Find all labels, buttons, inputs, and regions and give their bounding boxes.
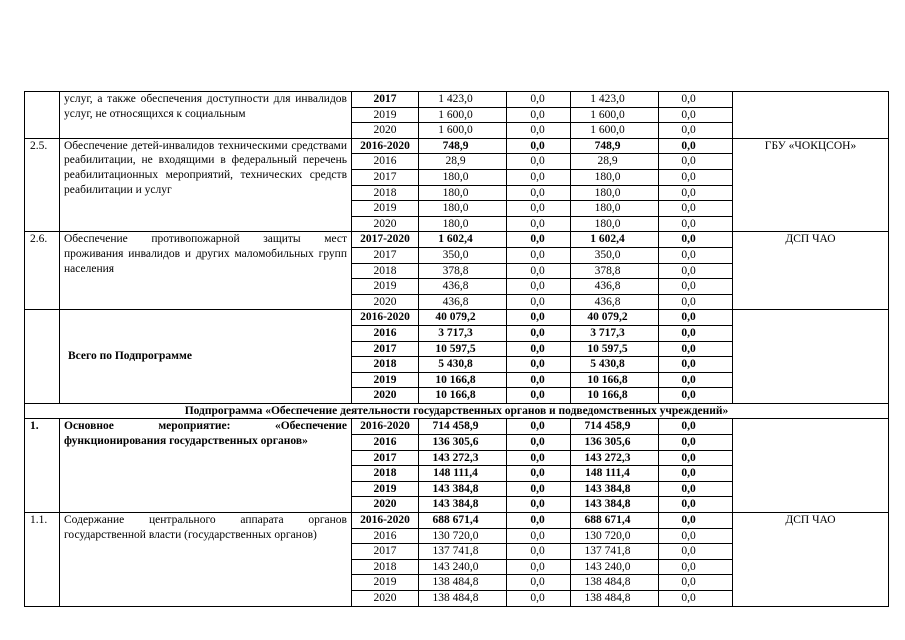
total-value: 28,9 xyxy=(419,154,506,170)
oth-value: 0,0 xyxy=(659,482,732,498)
total-value: 137 741,8 xyxy=(419,544,506,560)
year-value: 2017 xyxy=(352,92,418,108)
oth-value: 0,0 xyxy=(659,279,732,295)
total-value: 436,8 xyxy=(419,279,506,295)
subprogram-title: Подпрограмма «Обеспечение деятельности государственных органов и подведомственных учреждений» xyxy=(25,403,889,419)
fed-value: 0,0 xyxy=(507,186,570,202)
oth-value: 0,0 xyxy=(681,295,696,308)
oth-value: 0,0 xyxy=(659,575,732,591)
total-value: 10 166,8 xyxy=(419,373,506,389)
year-value: 2020 xyxy=(373,295,397,308)
fed-value: 0,0 xyxy=(507,342,570,358)
row-number: 2.6. xyxy=(25,232,60,310)
reg-value: 714 458,9 xyxy=(571,419,658,435)
oth-value: 0,0 xyxy=(659,560,732,576)
fed-cell xyxy=(507,232,571,310)
oth-value: 0,0 xyxy=(659,232,732,248)
year-value: 2016-2020 xyxy=(352,310,418,326)
total-cell xyxy=(419,310,507,404)
year-value: 2020 xyxy=(373,389,397,402)
row-description: Основное мероприятие: «Обеспечение функционирования государственных органов» xyxy=(60,419,352,513)
year-value: 2016-2020 xyxy=(352,513,418,529)
fed-value: 0,0 xyxy=(507,201,570,217)
row-number xyxy=(25,310,60,404)
fed-value: 0,0 xyxy=(507,373,570,389)
year-value: 2017 xyxy=(352,342,418,358)
total-value: 1 602,4 xyxy=(419,232,506,248)
total-value: 136 305,6 xyxy=(419,435,506,451)
oth-value: 0,0 xyxy=(659,139,732,155)
reg-value: 748,9 xyxy=(571,139,658,155)
fed-value: 0,0 xyxy=(507,451,570,467)
total-cell xyxy=(419,232,507,310)
reg-value: 10 166,8 xyxy=(571,373,658,389)
oth-value: 0,0 xyxy=(681,217,696,230)
reg-value: 138 484,8 xyxy=(584,592,631,604)
fed-value: 0,0 xyxy=(530,124,545,137)
year-value: 2020 xyxy=(373,498,397,511)
total-value: 10 597,5 xyxy=(419,342,506,358)
reg-value: 143 384,8 xyxy=(571,482,658,498)
responsible-executor: ДСП ЧАО xyxy=(733,232,889,310)
fed-value: 0,0 xyxy=(530,389,545,402)
total-cell xyxy=(419,419,507,513)
fed-value: 0,0 xyxy=(507,435,570,451)
total-value: 180,0 xyxy=(419,201,506,217)
oth-value: 0,0 xyxy=(659,419,732,435)
responsible-executor xyxy=(733,310,889,404)
responsible-executor: ГБУ «ЧОКЦСОН» xyxy=(733,138,889,232)
year-value: 2019 xyxy=(352,108,418,124)
oth-value: 0,0 xyxy=(659,201,732,217)
reg-value: 1 600,0 xyxy=(571,108,658,124)
oth-value: 0,0 xyxy=(659,264,732,280)
fed-value: 0,0 xyxy=(507,419,570,435)
table-row xyxy=(25,92,889,139)
reg-value: 5 430,8 xyxy=(571,357,658,373)
oth-value: 0,0 xyxy=(659,154,732,170)
reg-value: 143 384,8 xyxy=(584,498,631,511)
oth-value: 0,0 xyxy=(681,389,696,402)
total-value: 748,9 xyxy=(419,139,506,155)
year-value: 2016 xyxy=(352,154,418,170)
table-row xyxy=(25,138,889,232)
row-description: услуг, а также обеспечения доступности для инвалидов услуг, не относящихся к социальным xyxy=(60,92,352,139)
oth-value: 0,0 xyxy=(659,451,732,467)
oth-value: 0,0 xyxy=(659,544,732,560)
reg-cell xyxy=(571,232,659,310)
reg-value: 378,8 xyxy=(571,264,658,280)
oth-value: 0,0 xyxy=(659,435,732,451)
year-value: 2017-2020 xyxy=(352,232,418,248)
oth-value: 0,0 xyxy=(659,170,732,186)
reg-value: 1 602,4 xyxy=(571,232,658,248)
reg-value: 28,9 xyxy=(571,154,658,170)
oth-cell xyxy=(659,310,733,404)
row-description: Всего по Подпрограмме xyxy=(60,310,352,404)
responsible-executor xyxy=(733,419,889,513)
oth-value: 0,0 xyxy=(659,92,732,108)
fed-cell xyxy=(507,92,571,139)
row-description: Обеспечение детей-инвалидов техническими средствами реабилитации, не входящими в федеральный перечень реабилитационных мероприятий, технических средств реабилитации и услуг xyxy=(60,138,352,232)
fed-value: 0,0 xyxy=(507,279,570,295)
total-value: 143 240,0 xyxy=(419,560,506,576)
year-value: 2018 xyxy=(352,264,418,280)
total-value: 350,0 xyxy=(419,248,506,264)
year-value: 2017 xyxy=(352,170,418,186)
total-cell xyxy=(419,513,507,607)
years-cell xyxy=(352,419,419,513)
reg-value: 1 423,0 xyxy=(571,92,658,108)
oth-value: 0,0 xyxy=(681,592,696,604)
total-value: 10 166,8 xyxy=(435,389,476,402)
reg-value: 143 240,0 xyxy=(571,560,658,576)
years-cell xyxy=(352,310,419,404)
reg-value: 3 717,3 xyxy=(571,326,658,342)
fed-value: 0,0 xyxy=(507,248,570,264)
reg-value: 136 305,6 xyxy=(571,435,658,451)
fed-value: 0,0 xyxy=(530,217,545,230)
oth-value: 0,0 xyxy=(659,513,732,529)
program-funding-table xyxy=(24,91,889,607)
row-number: 2.5. xyxy=(25,138,60,232)
table-row xyxy=(25,310,889,404)
reg-value: 10 166,8 xyxy=(587,389,628,402)
fed-cell xyxy=(507,419,571,513)
reg-value: 148 111,4 xyxy=(571,466,658,482)
subprogram-header-row xyxy=(25,403,889,419)
year-value: 2016 xyxy=(352,529,418,545)
years-cell xyxy=(352,92,419,139)
oth-value: 0,0 xyxy=(659,248,732,264)
fed-value: 0,0 xyxy=(530,592,545,604)
oth-value: 0,0 xyxy=(659,310,732,326)
fed-value: 0,0 xyxy=(507,575,570,591)
reg-cell xyxy=(571,138,659,232)
fed-value: 0,0 xyxy=(507,92,570,108)
oth-value: 0,0 xyxy=(659,342,732,358)
year-value: 2019 xyxy=(352,373,418,389)
responsible-executor xyxy=(733,92,889,139)
fed-value: 0,0 xyxy=(530,498,545,511)
year-value: 2019 xyxy=(352,575,418,591)
reg-value: 137 741,8 xyxy=(571,544,658,560)
total-value: 3 717,3 xyxy=(419,326,506,342)
year-value: 2019 xyxy=(352,201,418,217)
years-cell xyxy=(352,232,419,310)
reg-value: 180,0 xyxy=(594,217,621,230)
row-description: Обеспечение противопожарной защиты мест проживания инвалидов и других маломобильных групп населения xyxy=(60,232,352,310)
fed-value: 0,0 xyxy=(507,154,570,170)
year-value: 2017 xyxy=(352,248,418,264)
fed-value: 0,0 xyxy=(507,482,570,498)
year-value: 2016 xyxy=(352,326,418,342)
total-value: 5 430,8 xyxy=(419,357,506,373)
fed-cell xyxy=(507,513,571,607)
year-value: 2018 xyxy=(352,357,418,373)
table-row xyxy=(25,232,889,310)
oth-cell xyxy=(659,419,733,513)
years-cell xyxy=(352,513,419,607)
oth-value: 0,0 xyxy=(659,529,732,545)
fed-value: 0,0 xyxy=(507,310,570,326)
reg-value: 436,8 xyxy=(571,279,658,295)
fed-value: 0,0 xyxy=(507,466,570,482)
total-value: 378,8 xyxy=(419,264,506,280)
year-value: 2019 xyxy=(352,279,418,295)
total-value: 1 600,0 xyxy=(419,108,506,124)
oth-value: 0,0 xyxy=(681,498,696,511)
year-value: 2020 xyxy=(373,124,397,137)
row-description: Содержание центрального аппарата органов государственной власти (государственных органов) xyxy=(60,513,352,607)
reg-value: 180,0 xyxy=(571,186,658,202)
reg-value: 436,8 xyxy=(594,295,621,308)
total-value: 148 111,4 xyxy=(419,466,506,482)
total-cell xyxy=(419,92,507,139)
oth-value: 0,0 xyxy=(659,357,732,373)
total-value: 138 484,8 xyxy=(432,592,479,604)
fed-value: 0,0 xyxy=(507,326,570,342)
oth-value: 0,0 xyxy=(659,186,732,202)
reg-cell xyxy=(571,92,659,139)
fed-value: 0,0 xyxy=(507,529,570,545)
year-value: 2020 xyxy=(373,592,397,604)
reg-cell xyxy=(571,513,659,607)
oth-cell xyxy=(659,513,733,607)
fed-value: 0,0 xyxy=(507,544,570,560)
fed-value: 0,0 xyxy=(507,232,570,248)
years-cell xyxy=(352,138,419,232)
oth-value: 0,0 xyxy=(659,466,732,482)
total-value: 180,0 xyxy=(419,170,506,186)
year-value: 2019 xyxy=(352,482,418,498)
fed-value: 0,0 xyxy=(507,139,570,155)
fed-cell xyxy=(507,138,571,232)
year-value: 2018 xyxy=(352,466,418,482)
oth-value: 0,0 xyxy=(659,373,732,389)
total-value: 143 384,8 xyxy=(432,498,479,511)
reg-cell xyxy=(571,310,659,404)
oth-value: 0,0 xyxy=(659,108,732,124)
row-number xyxy=(25,92,60,139)
total-value: 143 272,3 xyxy=(419,451,506,467)
table-row xyxy=(25,513,889,607)
fed-value: 0,0 xyxy=(507,170,570,186)
reg-value: 40 079,2 xyxy=(571,310,658,326)
fed-value: 0,0 xyxy=(507,357,570,373)
total-value: 714 458,9 xyxy=(419,419,506,435)
year-value: 2016 xyxy=(352,435,418,451)
total-cell xyxy=(419,138,507,232)
total-value: 40 079,2 xyxy=(419,310,506,326)
fed-value: 0,0 xyxy=(507,108,570,124)
total-value: 688 671,4 xyxy=(419,513,506,529)
reg-value: 10 597,5 xyxy=(571,342,658,358)
year-value: 2017 xyxy=(352,544,418,560)
reg-value: 1 600,0 xyxy=(590,124,625,137)
total-value: 138 484,8 xyxy=(419,575,506,591)
oth-value: 0,0 xyxy=(681,124,696,137)
year-value: 2020 xyxy=(373,217,397,230)
reg-value: 138 484,8 xyxy=(571,575,658,591)
reg-value: 350,0 xyxy=(571,248,658,264)
row-number: 1. xyxy=(25,419,60,513)
total-value: 180,0 xyxy=(442,217,469,230)
oth-cell xyxy=(659,138,733,232)
oth-value: 0,0 xyxy=(659,326,732,342)
fed-value: 0,0 xyxy=(507,513,570,529)
total-value: 1 600,0 xyxy=(438,124,473,137)
fed-value: 0,0 xyxy=(530,295,545,308)
table-row xyxy=(25,419,889,513)
total-value: 130 720,0 xyxy=(419,529,506,545)
reg-value: 143 272,3 xyxy=(571,451,658,467)
total-value: 180,0 xyxy=(419,186,506,202)
fed-cell xyxy=(507,310,571,404)
reg-value: 688 671,4 xyxy=(571,513,658,529)
year-value: 2016-2020 xyxy=(352,139,418,155)
row-number: 1.1. xyxy=(25,513,60,607)
reg-value: 180,0 xyxy=(571,201,658,217)
year-value: 2018 xyxy=(352,560,418,576)
total-value: 436,8 xyxy=(442,295,469,308)
fed-value: 0,0 xyxy=(507,264,570,280)
year-value: 2017 xyxy=(352,451,418,467)
fed-value: 0,0 xyxy=(507,560,570,576)
oth-cell xyxy=(659,92,733,139)
total-value: 1 423,0 xyxy=(419,92,506,108)
responsible-executor: ДСП ЧАО xyxy=(733,513,889,607)
year-value: 2018 xyxy=(352,186,418,202)
reg-value: 180,0 xyxy=(571,170,658,186)
oth-cell xyxy=(659,232,733,310)
reg-cell xyxy=(571,419,659,513)
reg-value: 130 720,0 xyxy=(571,529,658,545)
total-value: 143 384,8 xyxy=(419,482,506,498)
year-value: 2016-2020 xyxy=(352,419,418,435)
